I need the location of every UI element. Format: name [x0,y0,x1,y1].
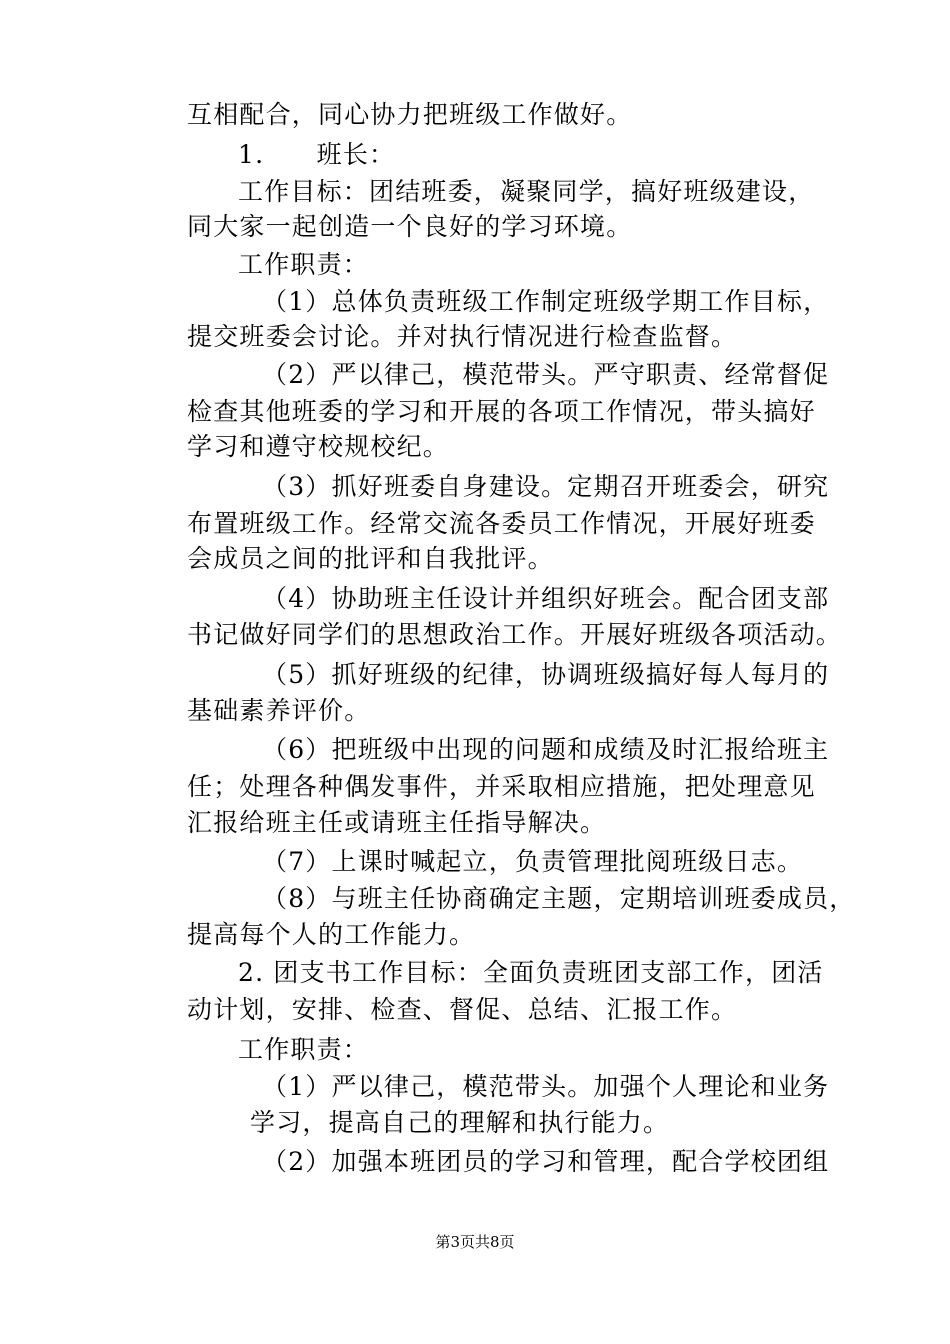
text-line: 会成员之间的批评和自我批评。 [187,544,554,573]
section-heading-league-secretary: 2. 团支书工作目标：全面负责班团支部工作，团活 [238,958,824,987]
text-line: 任；处理各种偶发事件，并采取相应措施，把处理意见 [187,772,816,801]
text-line: 互相配合，同心协力把班级工作做好。 [187,100,633,129]
text-line: 汇报给班主任或请班主任指导解决。 [187,808,607,837]
text-line: （2）加强本班团员的学习和管理，配合学校团组 [262,1147,830,1176]
subheading-duties: 工作职责： [238,250,370,279]
section-heading-monitor: 1. 班长： [238,140,396,169]
text-line: 提交班委会讨论。并对执行情况进行检查监督。 [187,322,738,351]
text-line: （7）上课时喊起立，负责管理批阅班级日志。 [262,847,804,876]
text-line: （4）协助班主任设计并组织好班会。配合团支部 [262,584,830,613]
text-line: 提高每个人的工作能力。 [187,920,476,949]
text-line: 学习，提高自己的理解和执行能力。 [250,1108,670,1137]
text-line: 学习和遵守校规校纪。 [187,432,450,461]
text-line: 书记做好同学们的思想政治工作。开展好班级各项活动。 [187,620,843,649]
text-line: 检查其他班委的学习和开展的各项工作情况，带头搞好 [187,397,816,426]
text-line: （8）与班主任协商确定主题，定期培训班委成员， [262,884,856,913]
text-line: （1）总体负责班级工作制定班级学期工作目标， [262,287,830,316]
text-line: 布置班级工作。经常交流各委员工作情况，开展好班委 [187,509,816,538]
text-line: 工作目标：团结班委，凝聚同学，搞好班级建设， [238,177,815,206]
page-number-footer: 第3页共8页 [435,1233,515,1251]
text-line: （6）把班级中出现的问题和成绩及时汇报给班主 [262,735,830,764]
text-line: 同大家一起创造一个良好的学习环境。 [187,212,633,241]
text-line: （5）抓好班级的纪律，协调班级搞好每人每月的 [262,660,830,689]
text-line: 基础素养评价。 [187,696,371,725]
text-line: （1）严以律己，模范带头。加强个人理论和业务 [262,1072,830,1101]
text-line: （3）抓好班委自身建设。定期召开班委会，研究 [262,472,830,501]
text-line: 动计划，安排、检查、督促、总结、汇报工作。 [187,995,738,1024]
text-line: （2）严以律己，模范带头。严守职责、经常督促 [262,360,830,389]
subheading-duties: 工作职责： [238,1035,370,1064]
